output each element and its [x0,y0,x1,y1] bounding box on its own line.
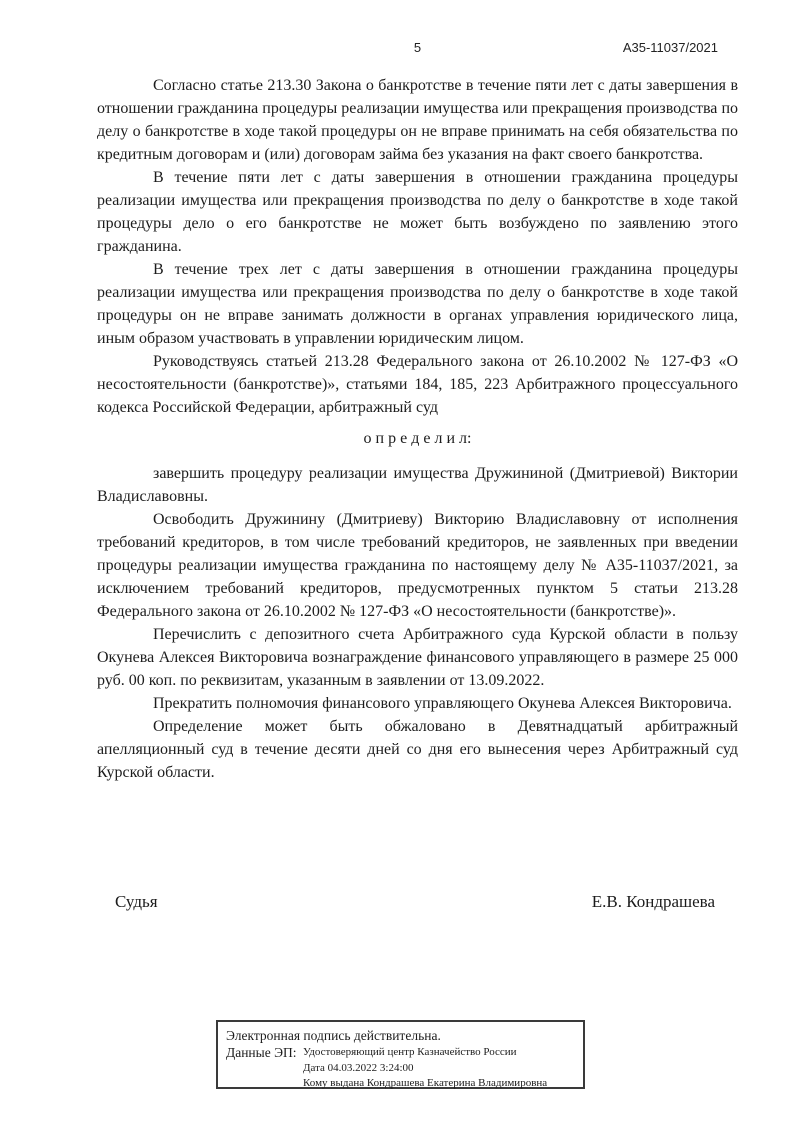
judge-name: Е.В. Кондрашева [591,892,715,911]
stamp-date: Дата 04.03.2022 3:24:00 [303,1061,414,1074]
case-number: А35-11037/2021 [622,40,718,55]
digital-signature-stamp [216,1020,585,1089]
document-body [97,74,738,784]
paragraph-bankruptcy-3yr-management: В течение трех лет с даты завершения в отношении гражданина процедуры реализации имущества или прекращения производства по делу о банкротстве в ходе такой процедуры он не вправе занимать должности в органах управления юридического лица, иным образом участвовать в управлении юридическим лицом. [97,261,738,347]
ruling-terminate-powers: Прекратить полномочия финансового управляющего Окунева Алексея Викторовича. [153,695,732,712]
signature-row [115,892,715,912]
stamp-issued-to: Кому выдана Кондрашева Екатерина Владимировна [303,1077,548,1089]
paragraph-bankruptcy-5yr-case: В течение пяти лет с даты завершения в отношении гражданина процедуры реализации имущества или прекращения производства по делу о банкротстве в ходе такой процедуры дело о его банкротстве не может быть возбуждено по заявлению этого гражданина. [97,169,738,255]
stamp-certifying-center: Удостоверяющий центр Казначейство России [303,1046,517,1058]
ruling-transfer-fee: Перечислить с депозитного счета Арбитражного суда Курской области в пользу Окунева Алексея Викторовича вознаграждение финансового управляющего в размере 25 000 руб. 00 коп. по реквизитам, указанным в заявлении от 13.09.2022. [97,626,738,689]
page-header [97,40,738,58]
ruling-complete-procedure: завершить процедуру реализации имущества Дружининой (Дмитриевой) Виктории Владиславовны. [97,465,738,505]
judge-role-label: Судья [115,892,158,911]
stamp-data-row [226,1045,575,1092]
stamp-details [303,1045,547,1092]
stamp-data-label: Данные ЭП: [226,1045,297,1060]
ruling-heading: о п р е д е л и л: [363,430,472,447]
stamp-validity-line: Электронная подпись действительна. [226,1028,441,1043]
page-number: 5 [413,40,422,55]
paragraph-bankruptcy-5yr-credit: Согласно статье 213.30 Закона о банкротстве в течение пяти лет с даты завершения в отношении гражданина процедуры реализации имущества или прекращения производства по делу о банкротстве в ходе такой процедуры он не вправе принимать на себя обязательства по кредитным договорам и (или) договорам займа без указания на факт своего банкротства. [97,77,738,163]
paragraph-legal-basis: Руководствуясь статьей 213.28 Федерального закона от 26.10.2002 № 127-ФЗ «О несостоятельности (банкротстве)», статьями 184, 185, 223 Арбитражного процессуального кодекса Российской Федерации, арбитражный суд [97,353,738,416]
ruling-release-from-claims: Освободить Дружинину (Дмитриеву) Викторию Владиславовну от исполнения требований кредиторов, в том числе требований кредиторов, не заявленных при введении процедуры реализации имущества гражданина по настоящему делу № А35-11037/2021, за исключением требований кредиторов, предусмотренных пунктом 5 статьи 213.28 Федерального закона от 26.10.2002 № 127-ФЗ «О несостоятельности (банкротстве)». [97,511,738,620]
ruling-appeal-clause: Определение может быть обжаловано в Девятнадцатый арбитражный апелляционный суд в течение десяти дней со дня его вынесения через Арбитражный суд Курской области. [97,718,738,781]
